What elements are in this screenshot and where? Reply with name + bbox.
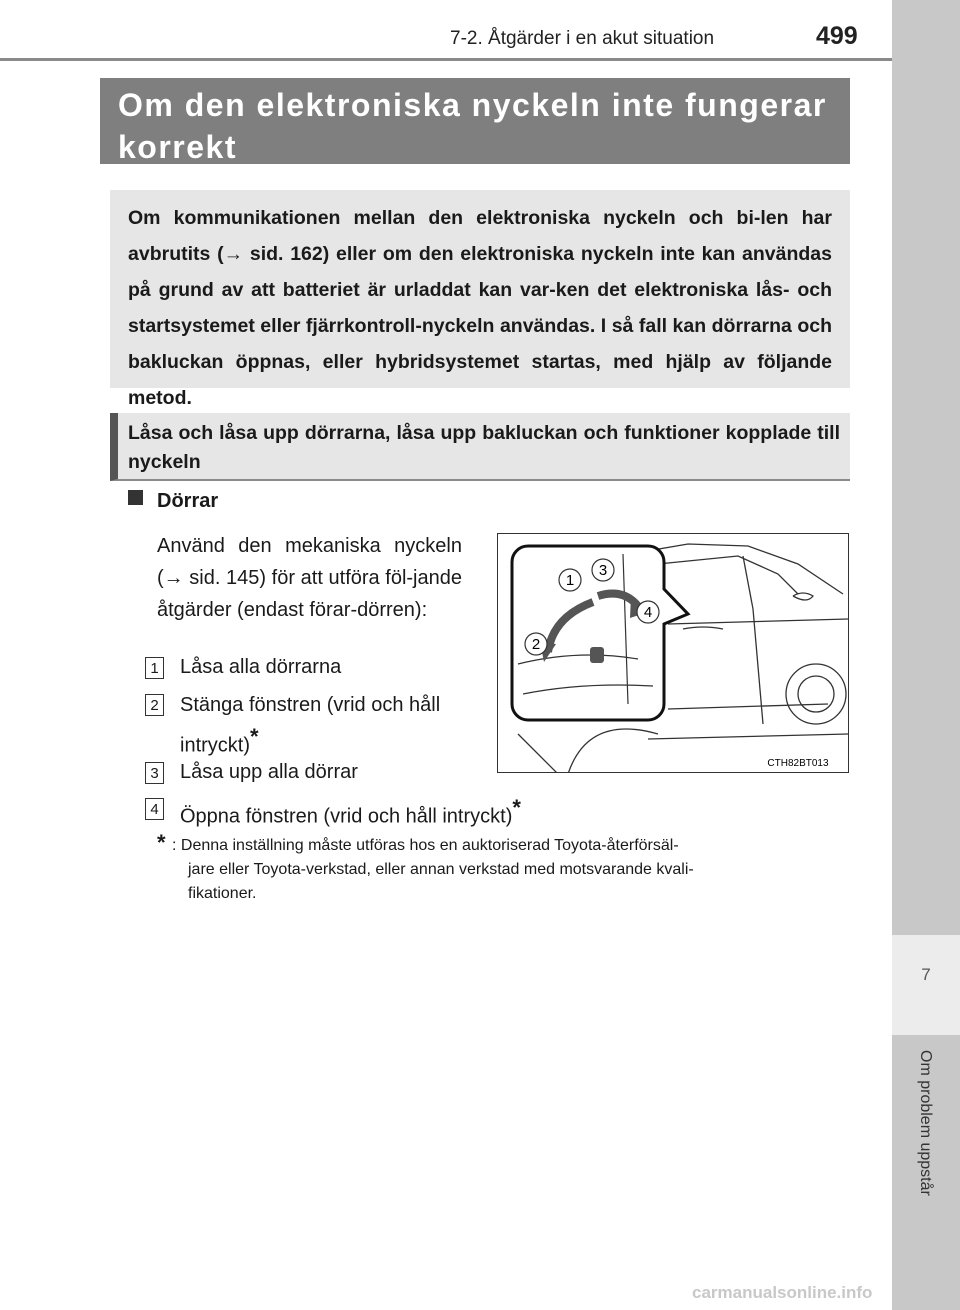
callout-3: 3 (598, 562, 608, 579)
item-text-4: Öppna fönstren (vrid och håll intryckt)* (180, 795, 521, 828)
square-bullet-icon (128, 490, 143, 505)
rear-wheel-hub (798, 676, 834, 712)
front-wheel-arch (568, 729, 658, 773)
doors-paragraph: Använd den mekaniska nyckeln (→ sid. 145) för att utföra föl-jande åtgärder (endast förar-dörren): (157, 535, 462, 621)
car-mirror (793, 593, 813, 600)
item-number-2: 2 (145, 694, 164, 716)
footnote-text: : Denna inställning måste utföras hos en auktoriserad Toyota-återförsäl- jare eller Toyota-verkstad, eller annan verkstad med motsvarande kvali- fikationer. (172, 837, 694, 902)
asterisk-mark: * (250, 724, 259, 749)
chapter-number: 7 (921, 965, 931, 984)
intro-text: Om kommunikationen mellan den elektroniska nyckeln och bi-len har avbrutits (→ sid. 162) eller om den elektroniska nyckeln inte kan användas på grund av att batteriet är urladdat kan var-ken det elektroniska lås- och startsystemet eller fjärrkontroll-nyckeln användas. I så fall kan dörrarna och bakluckan öppnas, eller hybridsystemet startas, med hjälp av följande metod. (128, 207, 832, 409)
item-text-2: Stänga fönstren (vrid och håll intryckt)* (180, 694, 441, 757)
section-title: 7-2. Åtgärder i en akut situation (450, 28, 715, 49)
car-window-pillar (743, 556, 753, 609)
car-window-line (658, 556, 798, 594)
car-door-illustration (497, 533, 849, 773)
intro-box (110, 190, 850, 409)
car-sill-line (648, 734, 848, 739)
door-handle-ext (683, 627, 723, 629)
watermark-text: carmanualsonline.info (692, 1283, 873, 1302)
page-number: 499 (816, 22, 858, 50)
header-rule (0, 58, 892, 61)
item-number-1: 1 (145, 657, 164, 679)
car-body-line (668, 619, 848, 624)
page-title (100, 78, 850, 164)
item-number-3: 3 (145, 762, 164, 784)
subsection-header (110, 413, 850, 481)
item-text-3: Låsa upp alla dörrar (180, 761, 358, 783)
callout-1: 1 (565, 572, 575, 589)
item-number-4: 4 (145, 798, 164, 820)
callout-4: 4 (643, 604, 653, 621)
illustration-code: CTH82BT013 (767, 758, 829, 769)
callout-2: 2 (531, 636, 541, 653)
footnote-asterisk: * (157, 830, 166, 855)
chapter-label: Om problem uppstår (917, 1050, 934, 1196)
key-cylinder (590, 647, 604, 663)
subsection-title: Låsa och låsa upp dörrarna, låsa upp bakluckan och funktioner kopplade till nyckeln (128, 422, 840, 473)
doors-heading: Dörrar (157, 490, 219, 512)
title-line-1: Om den elektroniska nyckeln inte fungerar (118, 87, 827, 123)
asterisk-mark: * (512, 795, 521, 820)
rear-wheel (786, 664, 846, 724)
chapter-tab[interactable] (892, 935, 960, 1035)
front-bumper (518, 734, 558, 773)
item-text-1: Låsa alla dörrarna (180, 656, 342, 678)
title-line-2: korrekt (118, 129, 237, 165)
